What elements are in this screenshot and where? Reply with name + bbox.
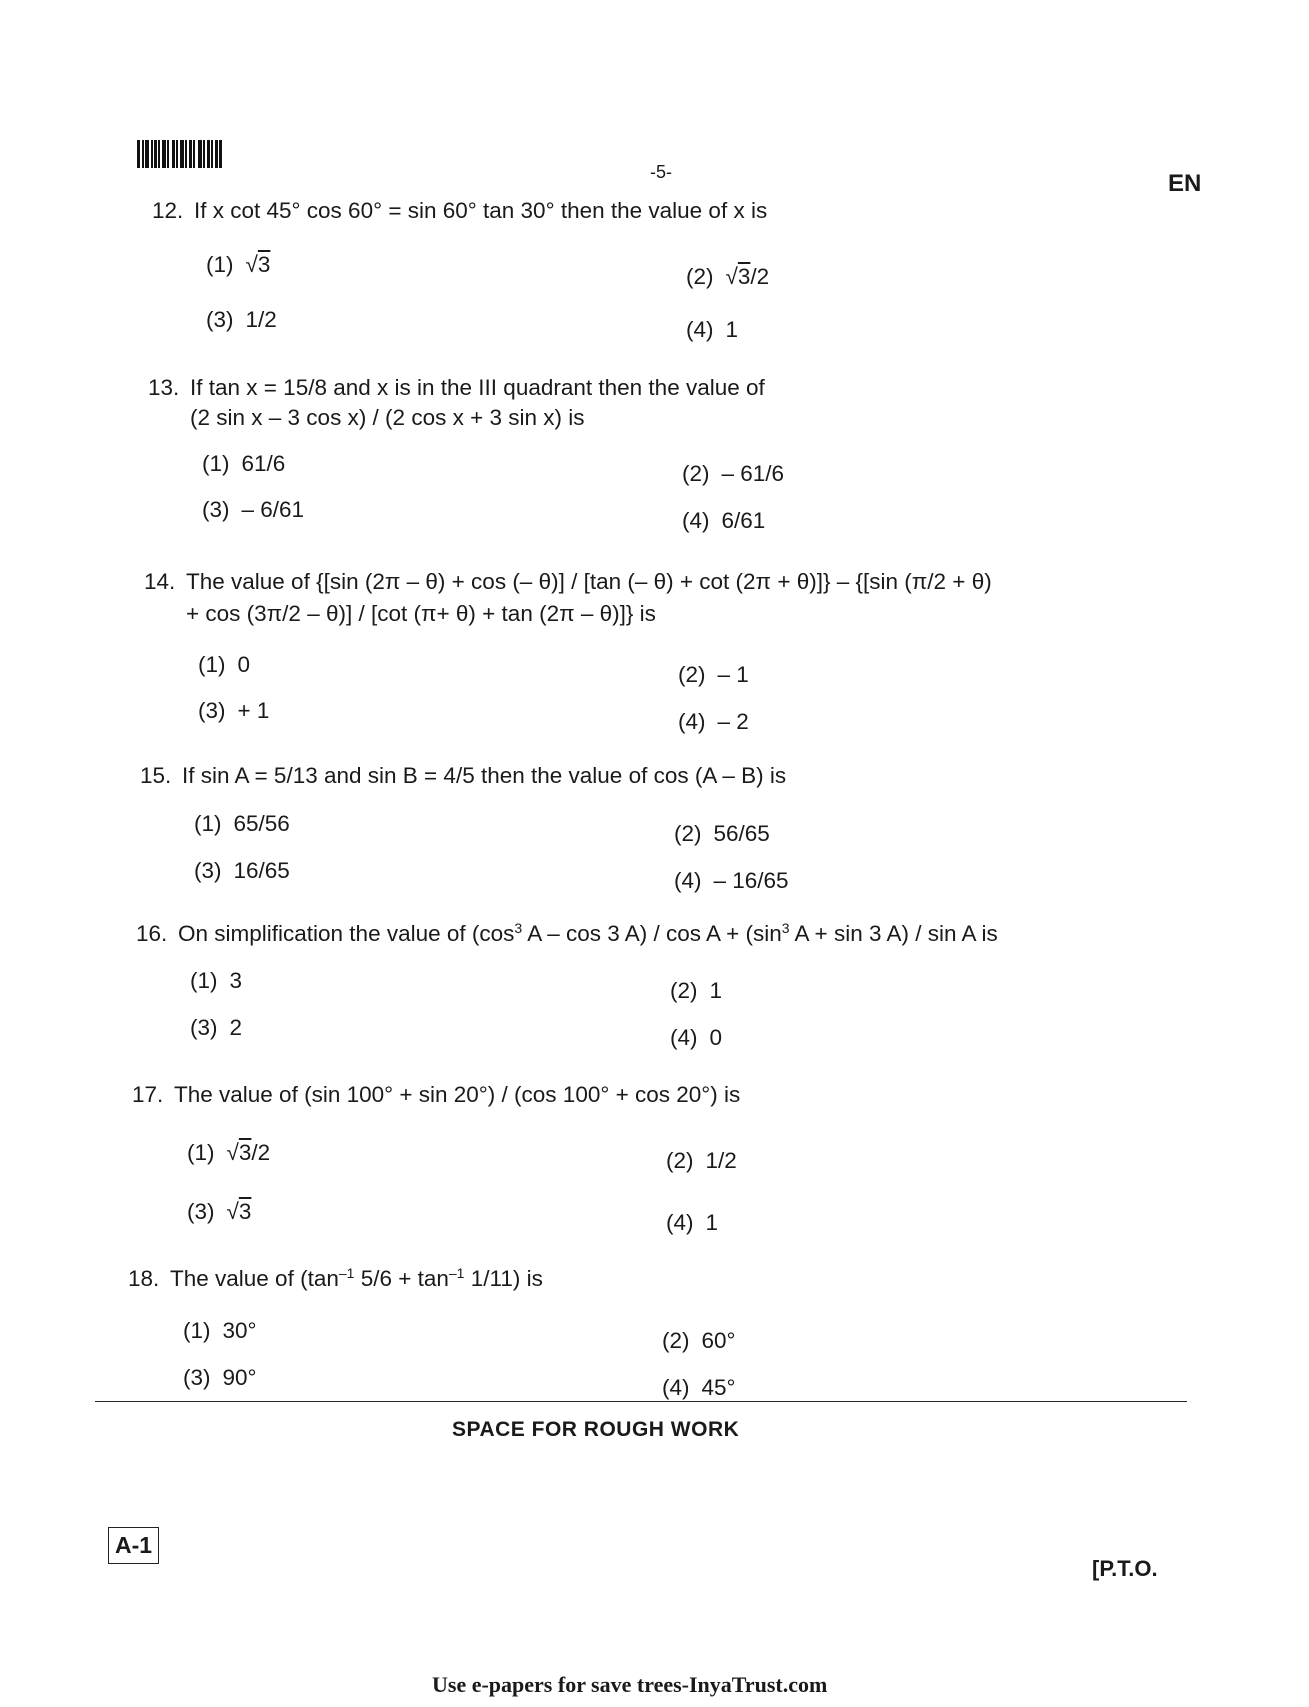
option: (3) 90°: [183, 1365, 257, 1390]
option: (3) + 1: [198, 698, 270, 723]
divider: [95, 1401, 1187, 1402]
option: (1) 65/56: [194, 811, 290, 836]
question-stem: 15. If sin A = 5/13 and sin B = 4/5 then the value of cos (A – B) is: [140, 763, 787, 788]
pto-label: [P.T.O.: [1092, 1556, 1158, 1581]
question-stem: 12. If x cot 45° cos 60° = sin 60° tan 30° then the value of x is: [152, 198, 768, 223]
barcode: [137, 140, 235, 168]
option: (2) 1: [670, 978, 723, 1003]
question-stem: 17. The value of (sin 100° + sin 20°) / (cos 100° + cos 20°) is: [132, 1082, 741, 1107]
option: (3) 1/2: [206, 307, 277, 332]
question-stem-cont: + cos (3π/2 – θ)] / [cot (π+ θ) + tan (2π – θ)]} is: [186, 601, 656, 626]
option: (1) √3/2: [187, 1140, 271, 1165]
question-stem: 18. The value of ($\tan^{-1}$ $5/6 + \tan^{-1} 1/11$) is: [128, 1265, 543, 1291]
option: (2) – 1: [678, 662, 749, 687]
option: (3) √3: [187, 1199, 252, 1224]
option: (2) 1/2: [666, 1148, 737, 1173]
booklet-code: A-1: [108, 1527, 159, 1564]
question-stem: 14. The value of {[sin (2π – θ) + cos (– θ)] / [tan (– θ) + cot (2π + θ)]} – {[sin (π/2 + θ): [144, 569, 992, 594]
option: (2) 56/65: [674, 821, 770, 846]
question-stem: 13. If tan x = 15/8 and x is in the III quadrant then the value of: [148, 375, 765, 400]
option: (4) – 2: [678, 709, 749, 734]
option: (4) 0: [670, 1025, 723, 1050]
option: (4) 1: [666, 1210, 719, 1235]
question-15: [140, 761, 786, 791]
question-stem-cont: (2 sin x – 3 cos x) / (2 cos x + 3 sin x) is: [190, 405, 585, 430]
option: (4) 1: [686, 317, 739, 342]
option: (1) 61/6: [202, 451, 286, 476]
footer-watermark: Use e-papers for save trees-InyaTrust.com: [432, 1672, 828, 1697]
option: (2) – 61/6: [682, 461, 785, 486]
question-18: [128, 1264, 543, 1294]
question-16: [136, 919, 998, 949]
page-number: -5-: [650, 162, 672, 182]
option: (4) 6/61: [682, 508, 766, 533]
rough-work-label: SPACE FOR ROUGH WORK: [452, 1418, 740, 1441]
question-12: [152, 196, 767, 226]
question-13: [148, 373, 765, 433]
option: (1) 30°: [183, 1318, 257, 1343]
option: (3) – 6/61: [202, 497, 305, 522]
option: (3) 2: [190, 1015, 243, 1040]
option: (4) 45°: [662, 1375, 736, 1400]
question-14: [144, 567, 992, 629]
option: (2) 60°: [662, 1328, 736, 1353]
option: (2) √3/2: [686, 264, 770, 289]
option: (3) 16/65: [194, 858, 290, 883]
option: (1) 3: [190, 968, 243, 993]
option: (1) √3: [206, 252, 271, 277]
language-tag: EN: [1168, 170, 1202, 197]
question-stem: 16. On simplification the value of ($\cos^3$ A – cos 3 $A) / \cos A + (\sin^3$ A + sin 3 A) / sin A is: [136, 920, 998, 946]
option: (4) – 16/65: [674, 868, 789, 893]
question-17: [132, 1080, 740, 1110]
option: (1) 0: [198, 652, 251, 677]
